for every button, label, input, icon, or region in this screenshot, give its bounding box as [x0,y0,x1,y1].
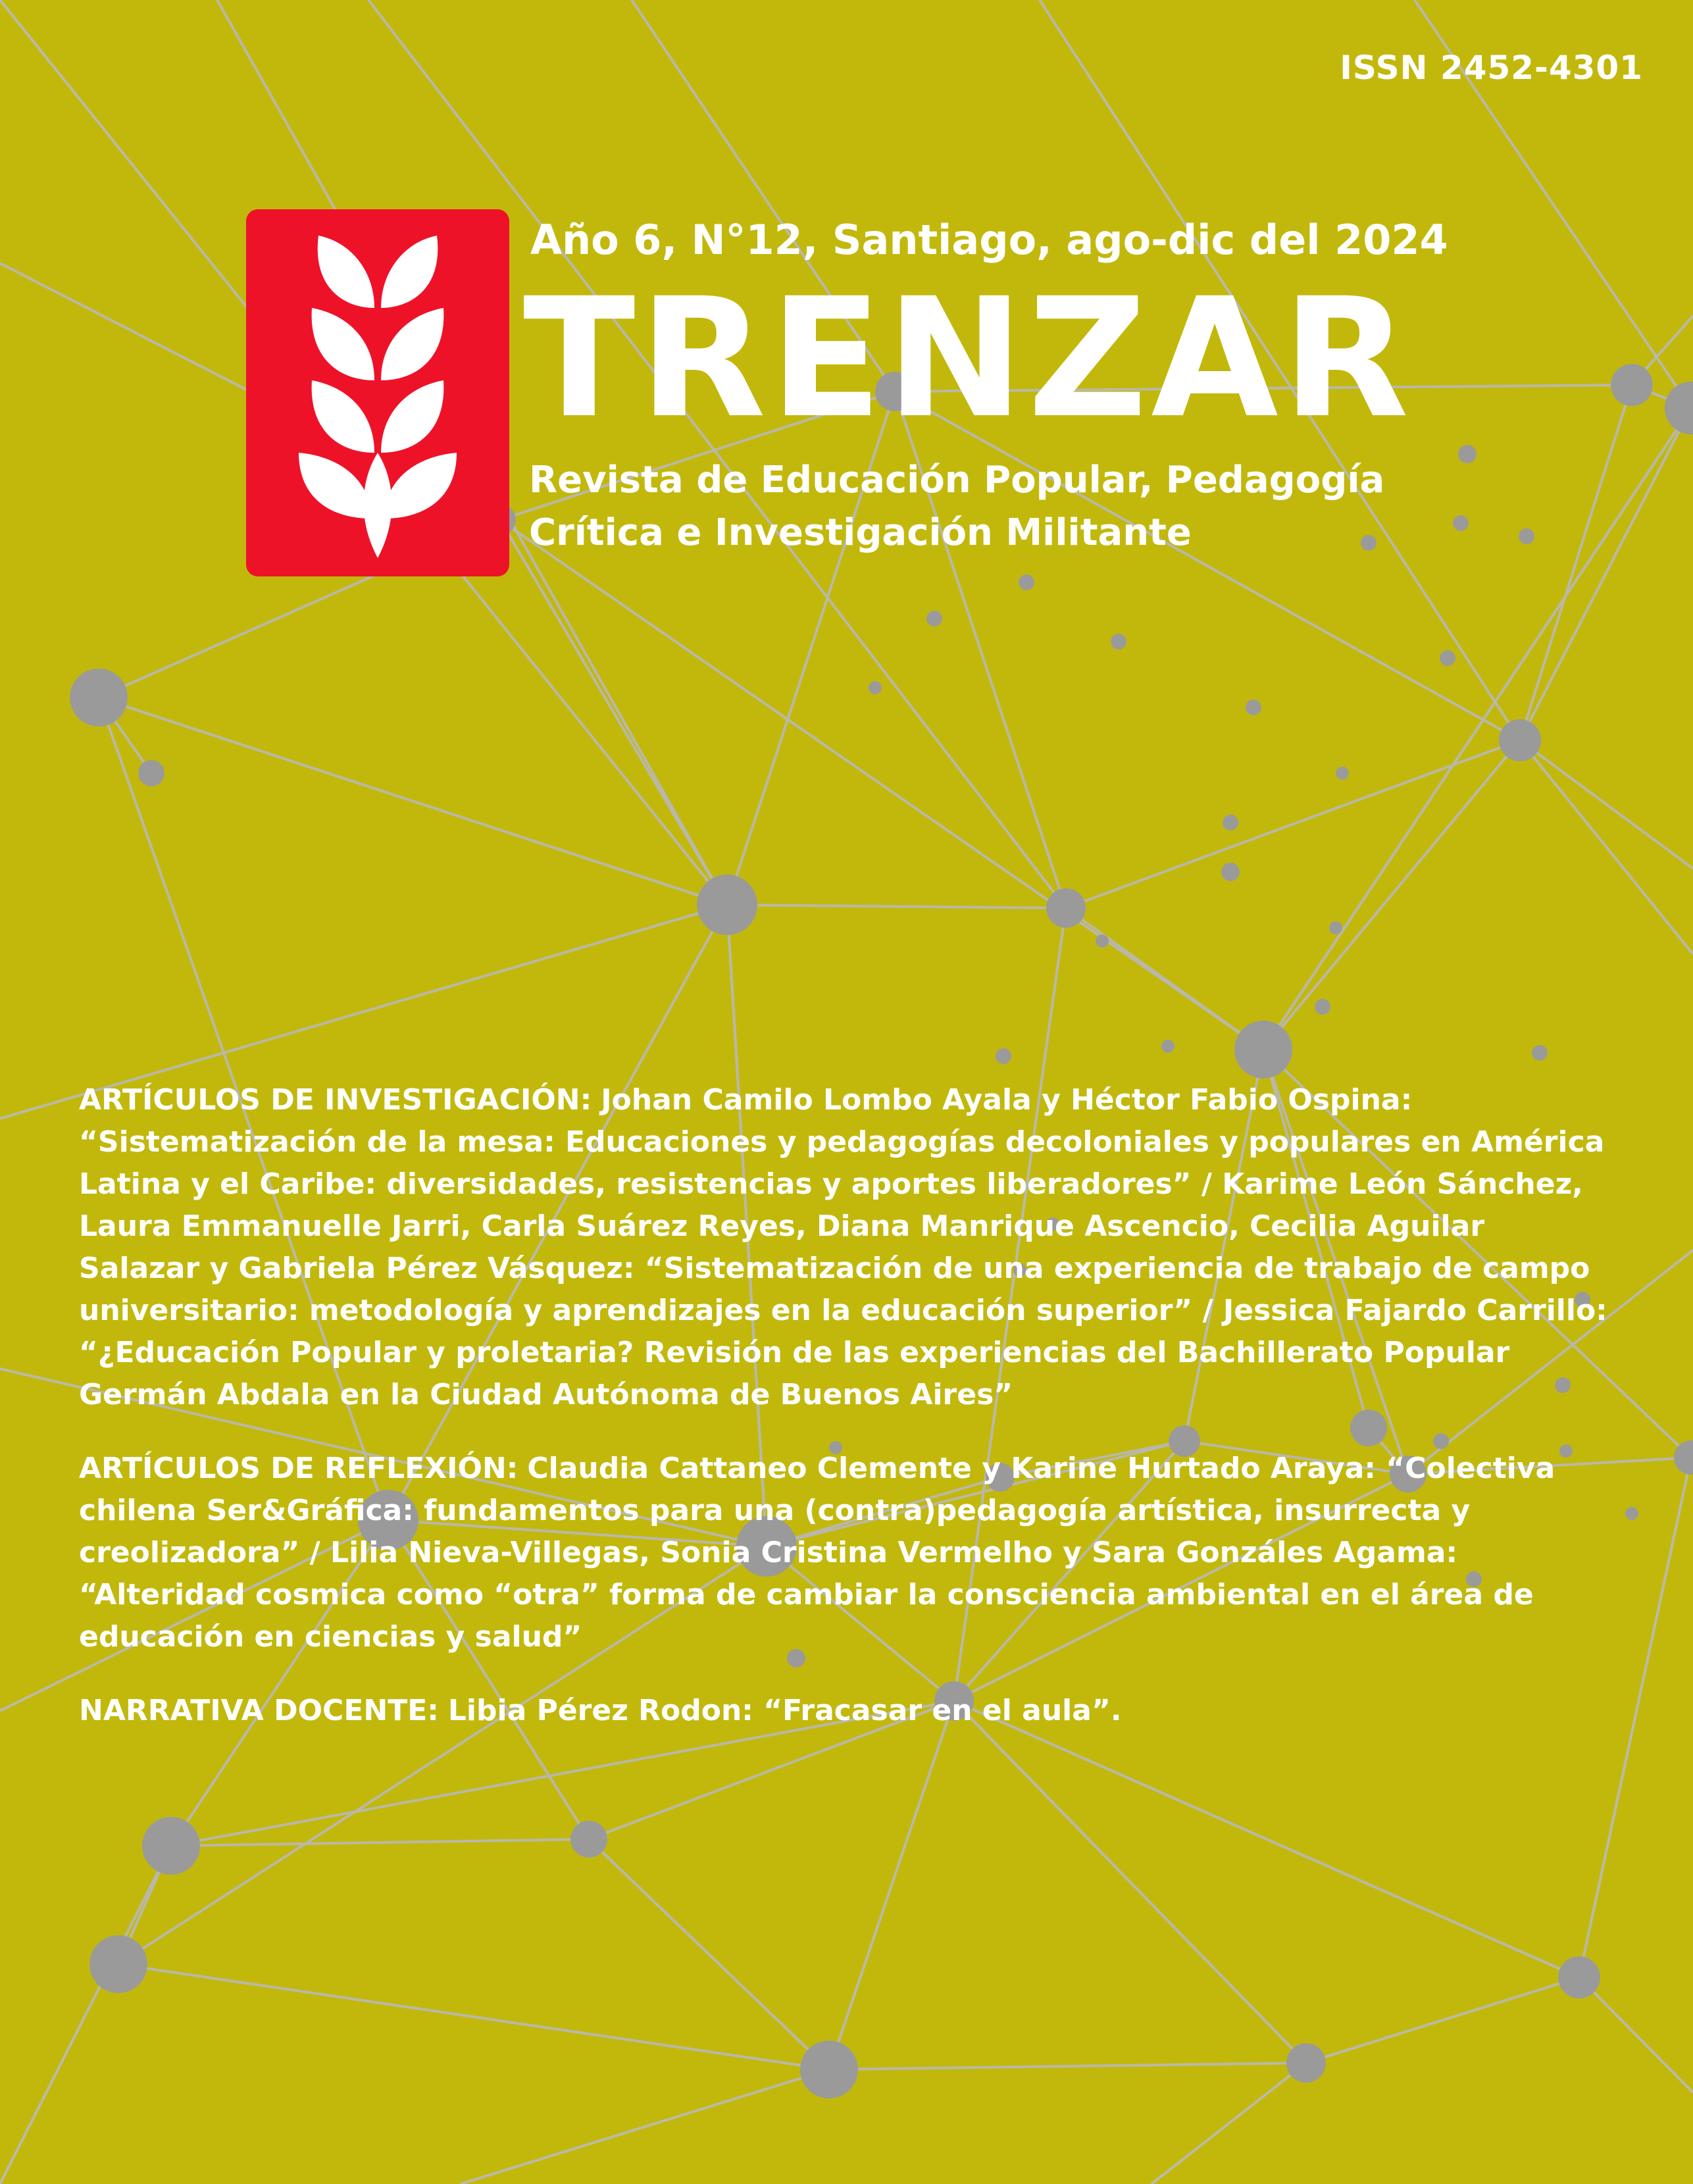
network-node [996,1048,1011,1064]
network-node [1246,699,1261,715]
section-heading: ARTÍCULOS DE REFLEXIÓN: [79,1452,518,1485]
section-teacher-narrative [79,1690,1612,1732]
network-node [1223,815,1238,830]
network-node [1336,767,1349,780]
section-heading: ARTÍCULOS DE INVESTIGACIÓN: [79,1083,592,1117]
section-text: Claudia Cattaneo Clemente y Karine Hurtado Araya: “Colectiva chilena Ser&Gráfica: fundamentos para una (contra)pedagogía artística, insurrecta y creolizadora” / Lilia Nieva-Villegas, Sonia Cristina Vermelho y Sara Gonzáles Agama: “Alteridad cosmica como “otra” forma de cambiar la consciencia ambiental en el área de educación en ciencias y salud” [79,1452,1555,1654]
network-node [926,611,942,626]
network-node [138,760,164,786]
section-reflection [79,1448,1612,1658]
network-node [1532,1045,1548,1061]
network-node [1440,650,1455,666]
section-text: Libia Pérez Rodon: “Fracasar en el aula”. [447,1694,1122,1727]
wheat-icon [246,209,509,576]
journal-subtitle [529,454,1490,559]
issue-info: Año 6, N°12, Santiago, ago-dic del 2024 [530,216,1448,264]
journal-logo [246,209,509,576]
network-node [1558,1956,1600,1998]
network-node [1096,934,1109,948]
network-node [1111,634,1126,649]
issn-label: ISSN 2452-4301 [1340,49,1643,87]
network-node [1665,382,1693,434]
network-node [1315,999,1330,1015]
network-node [697,875,757,935]
network-node [1519,528,1534,544]
network-node [1161,1040,1175,1053]
network-node [800,2041,858,2098]
network-node [1019,574,1034,590]
section-heading: NARRATIVA DOCENTE: [79,1694,439,1727]
network-node [1234,1021,1292,1079]
network-node [1286,2043,1326,2083]
subtitle-line-2: Crítica e Investigación Militante [529,511,1192,554]
network-node [869,681,882,694]
network-node [1499,719,1541,761]
network-node [1221,863,1240,881]
network-node [142,1817,200,1875]
section-research [79,1079,1612,1416]
section-text: Johan Camilo Lombo Ayala y Héctor Fabio Ospina: “Sistematización de la mesa: Educaciones y pedagogías decoloniales y populares en América Latina y el Caribe: diversidades, resistencias y aportes liberadores” / Karime León Sánchez, Laura Emmanuelle Jarri, Carla Suárez Reyes, Diana Manrique Ascencio, Cecilia Aguilar Salazar y Gabriela Pérez Vásquez: “Sistematización de una experiencia de trabajo de campo universitario: metodología y aprendizajes en la educación superior” / Jessica Fajardo Carrillo: “¿Educación Popular y proletaria? Revisión de las experiencias del Bachillerato Popular Germán Abdala en la Ciudad Autónoma de Buenos Aires” [79,1083,1607,1411]
network-node [1046,888,1086,928]
network-node [1611,364,1653,406]
network-node [1625,1507,1638,1520]
subtitle-line-1: Revista de Educación Popular, Pedagogía [529,459,1385,501]
network-node [570,1821,607,1858]
network-node [1329,921,1342,934]
network-node [70,669,128,726]
table-of-contents [79,1079,1612,1764]
journal-title: TRENZAR [523,263,1413,454]
network-node [89,1935,147,1993]
